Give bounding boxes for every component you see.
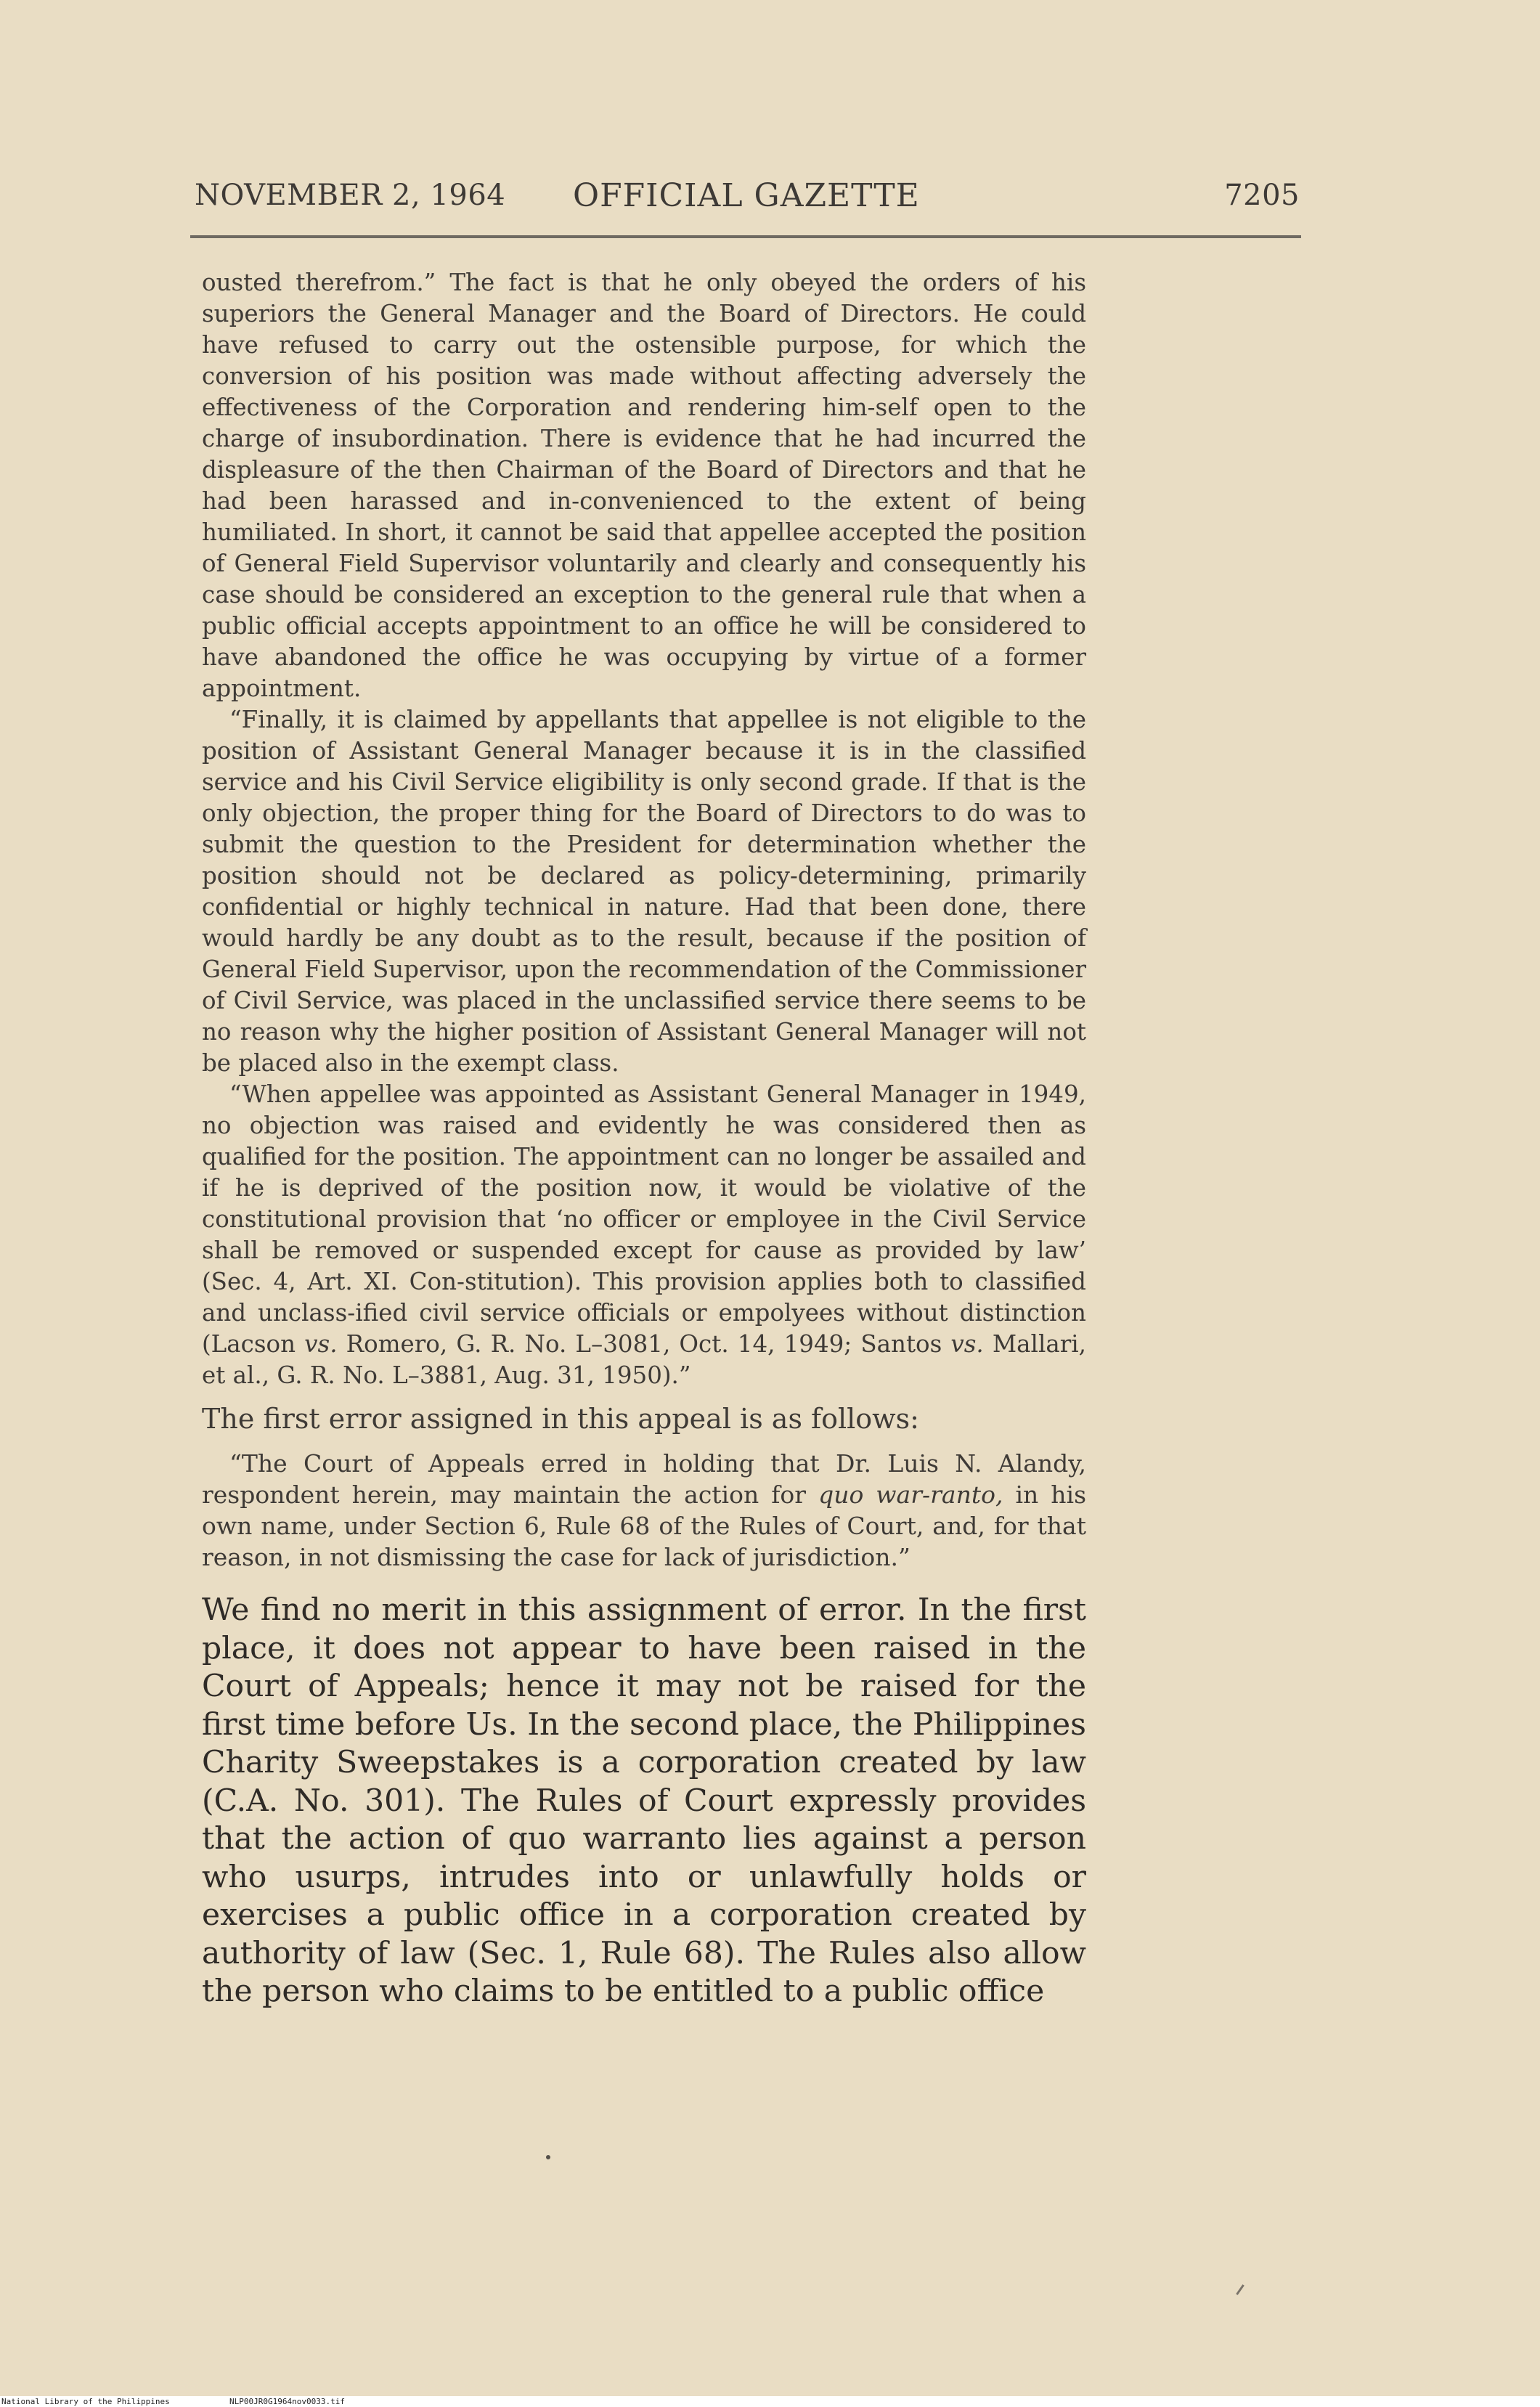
header-date: NOVEMBER 2, 1964 (195, 179, 506, 212)
paragraph-3-end: Mallari, et al., G. R. No. L–3881, Aug. 31, 1950).” (202, 1330, 1086, 1389)
versus-1: vs. (304, 1330, 338, 1358)
error-intro: The first error assigned in this appeal is as follows: (202, 1403, 919, 1435)
pencil-mark (1236, 2284, 1244, 2295)
paragraph-2: “Finally, it is claimed by appellants that appellee is not eligible to the position of Assistant General Manager because it is in the classified service and his Civil Service eligibility is only second grade. If that is the only objection, the proper thing for the Board of Directors to do was to submit the question to the President for determination whether the position should not be declared as policy-determining, primarily confidential or highly technical in nature. Had that been done, there would hardly be any doubt as to the result, because if the position of General Field Supervisor, upon the recommendation of the Commissioner of Civil Service, was placed in the unclassified service there seems to be no reason why the higher position of Assistant General Manager will not be placed also in the exempt class. (202, 706, 1086, 1077)
paragraph-1: ousted therefrom.” The fact is that he only obeyed the orders of his superiors the General Manager and the Board of Directors. He could have refused to carry out the ostensible purpose, for which the conversion of his position was made without affecting adversely the effectiveness of the Corporation and rendering him-self open to the charge of insubordination. There is evidence that he had incurred the displeasure of the then Chairman of the Board of Directors and that he had been harassed and in-convenienced to the extent of being humiliated. In short, it cannot be said that appellee accepted the position of General Field Supervisor voluntarily and clearly and consequently his case should be considered an exception to the general rule that when a public official accepts appointment to an office he will be considered to have abandoned the office he was occupying by virtue of a former appointment. (202, 269, 1086, 702)
footer-library: National Library of the Philippines (1, 2397, 170, 2406)
quote-start: “The Court of Appeals erred in holding that Dr. Luis N. Alandy, respondent herein, may maintain the action for (202, 1449, 1086, 1509)
paragraph-3-start: “When appellee was appointed as Assistant General Manager in 1949, no objection was raised and evidently he was considered then as qualified for the position. The appointment can no longer be assailed and if he is deprived of the position now, it would be violative of the constitutional provision that ‘no officer or employee in the Civil Service shall be removed or suspended except for cause as provided by law’ (Sec. 4, Art. XI. Con-stitution). This provision applies both to classified and unclass-ified civil service officials or empolyees without distinction (Lacson (202, 1080, 1086, 1358)
footer-filename: NLP00JR0G1964nov0033.tif (229, 2397, 345, 2406)
header-rule (190, 235, 1301, 238)
quote-paragraph (202, 1448, 1086, 1573)
scan-footer (0, 2396, 1540, 2407)
document-body (202, 267, 1086, 2011)
versus-2: vs. (950, 1330, 984, 1358)
page-number: 7205 (1224, 179, 1300, 212)
publication-title: OFFICIAL GAZETTE (573, 177, 920, 214)
quo-warranto-italic: quo war-ranto, (818, 1481, 1003, 1509)
assigned-error-quote (202, 1448, 1086, 1573)
page-header (195, 179, 1300, 222)
quoted-decision-excerpt (202, 267, 1086, 1391)
paragraph-4: We find no merit in this assignment of error. In the first place, it does not appear to have been raised in the Court of Appeals; hence it may not be raised for the first time before Us. In the second place, the Philippines Charity Sweepstakes is a corporation created by law (C.A. No. 301). The Rules of Court expressly provides that the action of quo warranto lies against a person who usurps, intrudes into or unlawfully holds or exercises a public office in a corporation created by authority of law (Sec. 1, Rule 68). The Rules also allow the person who claims to be entitled to a public office (202, 1592, 1086, 2009)
ink-dot (546, 2155, 550, 2159)
quote-end: in his own name, under Section 6, Rule 68 of the Rules of Court, and, for that reason, in not dismissing the case for lack of jurisdiction.” (202, 1481, 1087, 1571)
court-ruling (202, 1592, 1086, 2011)
paragraph-3-mid: Romero, G. R. No. L–3081, Oct. 14, 1949; Santos (337, 1330, 951, 1358)
paragraph-3 (202, 1079, 1086, 1391)
